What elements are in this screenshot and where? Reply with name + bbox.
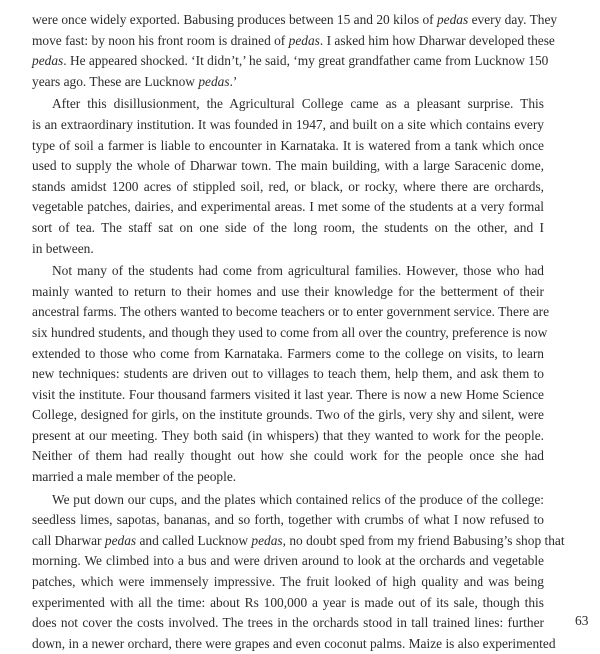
- text-line: move fast: by noon his front room is drained of pedas. I asked him how Dharwar developed these: [32, 32, 555, 48]
- text-line: experimented with all the time: about Rs 100,000 a year is made out of its sale, though this: [32, 594, 544, 610]
- text-line: used to supply the whole of Dharwar town. The main building, with a large Saracenic dome,: [32, 158, 544, 174]
- text-line: Not many of the students had come from agricultural families. However, those who had: [52, 263, 544, 279]
- text-line: vegetable patches, dairies, and experimental areas. I met some of the students at a very formal: [32, 199, 544, 215]
- paragraph-2: [32, 94, 544, 259]
- text-line: years ago. These are Lucknow pedas.’: [32, 73, 238, 89]
- text-line: seedless limes, sapotas, bananas, and so forth, together with crumbs of what I now refused to: [32, 512, 544, 528]
- text-line: morning. We climbed into a bus and were driven around to look at the orchards and vegetable: [32, 553, 544, 569]
- text-line: new techniques: students are driven out to villages to teach them, help them, and ask them to: [32, 366, 544, 382]
- text-line: pedas. He appeared shocked. ‘It didn’t,’ he said, ‘my great grandfather came from Lucknow 150: [32, 53, 549, 69]
- text-line: sort of tea. The staff sat on one side of the long room, the students on the other, and I: [32, 219, 544, 235]
- text-line: six hundred students, and though they used to come from all over the country, preference is now: [32, 324, 548, 340]
- text-line: We put down our cups, and the plates which contained relics of the produce of the college:: [52, 491, 544, 507]
- paragraph-1: [32, 10, 558, 92]
- text-line: present at our meeting. They both said (in whispers) that they wanted to work for the people.: [32, 427, 544, 443]
- text-line: type of soil a farmer is liable to encounter in Karnataka. It is watered from a tank which once: [32, 137, 544, 153]
- paragraph-3: [32, 261, 550, 488]
- text-line: After this disillusionment, the Agricultural College came as a pleasant surprise. This: [52, 96, 544, 112]
- text-line: call Dharwar pedas and called Lucknow pedas, no doubt sped from my friend Babusing’s shop that: [32, 532, 565, 548]
- text-line: is an extraordinary institution. It was founded in 1947, and built on a site which contains every: [32, 116, 544, 132]
- text-line: patches, which were immensely impressive. The fruit looked of high quality and was being: [32, 574, 544, 590]
- text-line: Neither of them had really thought out how she could work for the people once she had: [32, 448, 544, 464]
- text-line: stands amidst 1200 acres of stippled soil, red, or black, or rocky, where there are orchards,: [32, 178, 544, 194]
- book-page-body: [32, 10, 565, 654]
- text-line: does not cover the costs involved. The trees in the orchards stood in tall trained lines: further: [32, 615, 544, 631]
- text-line: married a male member of the people.: [32, 469, 237, 485]
- text-line: College, designed for girls, on the institute grounds. Two of the girls, very shy and silent, were: [32, 407, 544, 423]
- text-line: extended to those who come from Karnataka. Farmers come to the college on visits, to learn: [32, 345, 544, 361]
- text-line: in between.: [32, 240, 94, 256]
- paragraph-4: [32, 490, 565, 654]
- text-line: visit the institute. Four thousand farmers visited it last year. There is now a new Home Science: [32, 386, 544, 402]
- text-line: were once widely exported. Babusing produces between 15 and 20 kilos of pedas every day. They: [32, 12, 558, 27]
- page-number: 63: [575, 613, 589, 628]
- text-line: mainly wanted to return to their homes and use their knowledge for the betterment of their: [32, 283, 544, 299]
- text-line: down, in a newer orchard, there were grapes and even coconut palms. Maize is also experimented: [32, 635, 556, 651]
- text-line: ancestral farms. The others wanted to become teachers or to enter government service. There are: [32, 304, 550, 320]
